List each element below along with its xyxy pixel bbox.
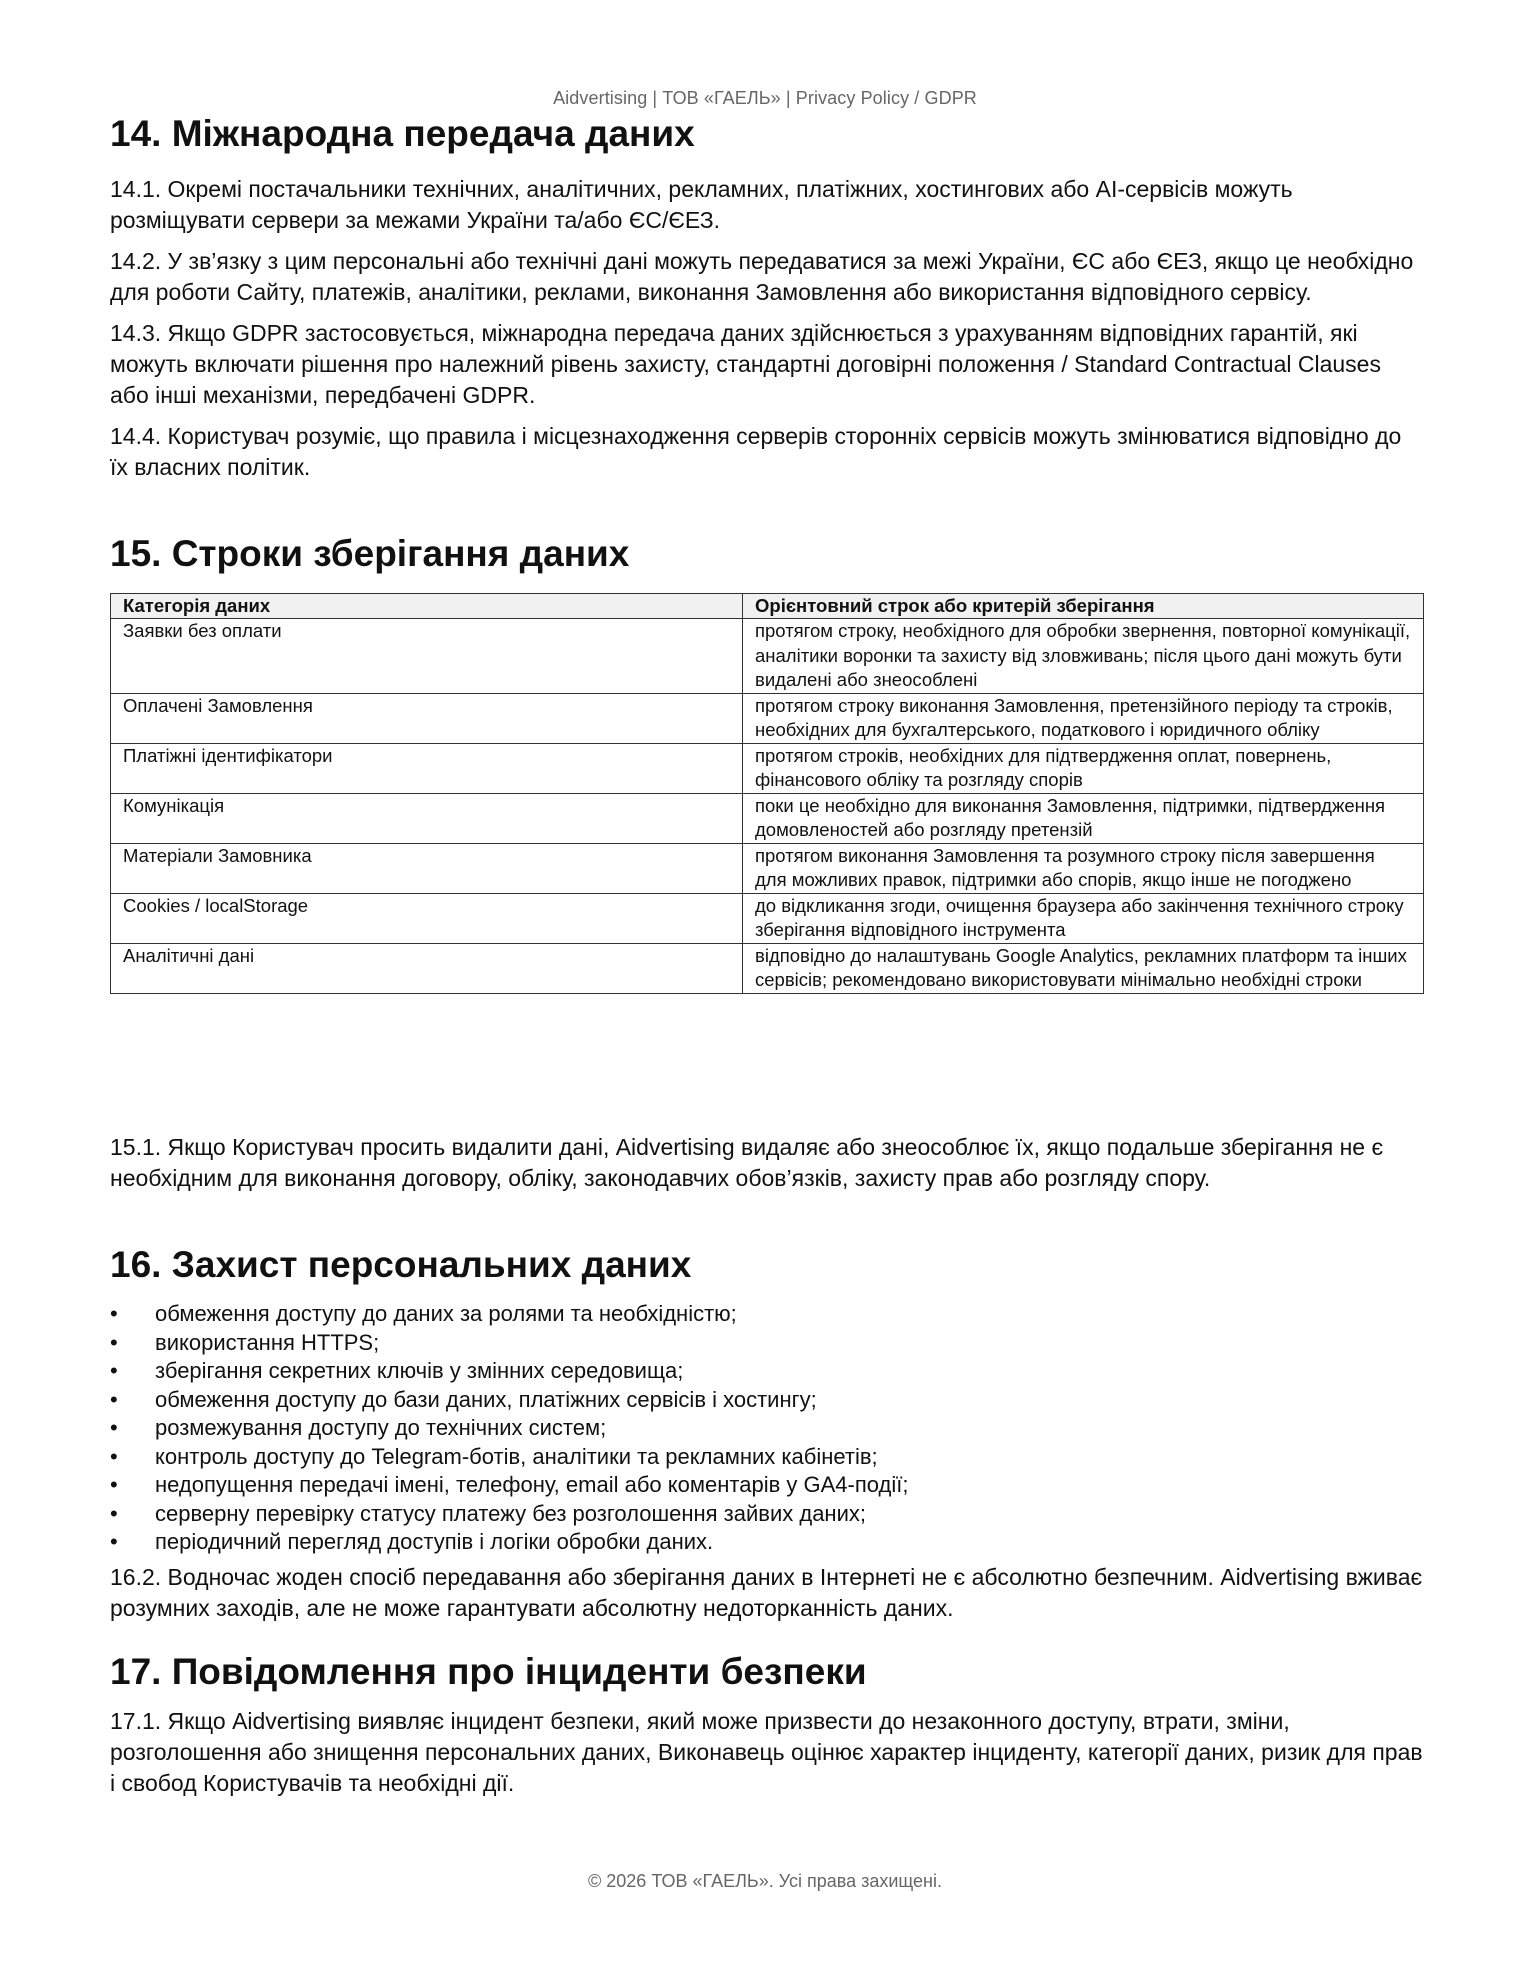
section-16	[110, 1243, 1424, 1624]
table-header-row	[111, 594, 1424, 619]
bullet-icon: •	[110, 1472, 118, 1497]
cell-term: протягом строків, необхідних для підтвердження оплат, повернень, фінансового обліку та розгляду спорів	[743, 743, 1424, 793]
section-15	[110, 532, 1424, 994]
list-item	[110, 1357, 1424, 1386]
section-17	[110, 1650, 1424, 1799]
cell-category: Платіжні ідентифікатори	[111, 743, 743, 793]
cell-category: Заявки без оплати	[111, 619, 743, 694]
cell-category: Cookies / localStorage	[111, 893, 743, 943]
table-row	[111, 943, 1424, 993]
paragraph-14-3: 14.3. Якщо GDPR застосовується, міжнародна передача даних здійснюється з урахуванням відповідних гарантій, які можуть включати рішення про належний рівень захисту, стандартні договірні положення / Standard Contractual Clauses або інші механізми, передбачені GDPR.	[110, 320, 1381, 408]
cell-term: протягом виконання Замовлення та розумного строку після завершення для можливих правок, підтримки або спорів, якщо інше не погоджено	[743, 843, 1424, 893]
cell-category: Аналітичні дані	[111, 943, 743, 993]
running-header: Aidvertising | ТОВ «ГАЕЛЬ» | Privacy Policy / GDPR	[553, 88, 977, 108]
paragraph-16-2: 16.2. Водночас жоден спосіб передавання або зберігання даних в Інтернеті не є абсолютно безпечним. Aidvertising вживає розумних заходів, але не може гарантувати абсолютну недоторканність даних.	[110, 1563, 1423, 1621]
bullet-icon: •	[110, 1386, 118, 1412]
table-row	[111, 893, 1424, 943]
list-item-text: серверну перевірку статусу платежу без розголошення зайвих даних;	[155, 1500, 866, 1526]
list-item-text: розмежування доступу до технічних систем;	[155, 1415, 607, 1440]
cell-term: протягом строку, необхідного для обробки звернення, повторної комунікації, аналітики воронки та захисту від зловживань; після цього дані можуть бути видалені або знеособлені	[743, 619, 1424, 694]
list-item-text: недопущення передачі імені, телефону, email або коментарів у GA4-події;	[155, 1472, 909, 1497]
table-row	[111, 793, 1424, 843]
list-item-text: використання HTTPS;	[155, 1329, 380, 1355]
table-row	[111, 693, 1424, 743]
section-14	[110, 112, 1424, 493]
section-17-title: 17. Повідомлення про інциденти безпеки	[110, 1651, 867, 1692]
bullet-icon: •	[110, 1443, 118, 1469]
table-row	[111, 619, 1424, 694]
bullet-icon: •	[110, 1301, 118, 1326]
cell-term: поки це необхідно для виконання Замовлення, підтримки, підтвердження домовленостей або розгляду претензій	[743, 793, 1424, 843]
retention-table	[110, 593, 1424, 994]
paragraph-15-1: 15.1. Якщо Користувач просить видалити дані, Aidvertising видаляє або знеособлює їх, якщо подальше зберігання не є необхідним для виконання договору, обліку, законодавчих обов’язків, захисту прав або розгляду спору.	[110, 1134, 1384, 1191]
cell-category: Матеріали Замовника	[111, 843, 743, 893]
list-item-text: обмеження доступу до даних за ролями та необхідністю;	[155, 1301, 737, 1326]
security-measures-list	[110, 1300, 1424, 1557]
bullet-icon: •	[110, 1500, 118, 1526]
bullet-icon: •	[110, 1529, 118, 1554]
bullet-icon: •	[110, 1329, 118, 1355]
section-16-title: 16. Захист персональних даних	[110, 1244, 692, 1285]
list-item	[110, 1386, 1424, 1415]
cell-term: до відкликання згоди, очищення браузера або закінчення технічного строку зберігання відповідного інструмента	[743, 893, 1424, 943]
list-item-text: періодичний перегляд доступів і логіки обробки даних.	[155, 1529, 714, 1554]
bullet-icon: •	[110, 1415, 118, 1440]
list-item	[110, 1443, 1424, 1472]
list-item	[110, 1471, 1424, 1500]
paragraph-17-1: 17.1. Якщо Aidvertising виявляє інцидент безпеки, який може призвести до незаконного доступу, втрати, зміни, розголошення або знищення персональних даних, Виконавець оцінює характер інциденту, категорії даних, ризик для прав і свобод Користувачів та необхідні дії.	[110, 1708, 1423, 1796]
list-item-text: обмеження доступу до бази даних, платіжних сервісів і хостингу;	[155, 1386, 817, 1412]
column-header-category: Категорія даних	[111, 594, 743, 619]
running-footer: © 2026 ТОВ «ГАЕЛЬ». Усі права захищені.	[588, 1871, 942, 1891]
list-item	[110, 1329, 1424, 1358]
cell-category: Оплачені Замовлення	[111, 693, 743, 743]
column-header-term: Орієнтовний строк або критерій зберігання	[743, 594, 1424, 619]
paragraph-14-2: 14.2. У зв’язку з цим персональні або технічні дані можуть передаватися за межі України, ЄС або ЄЕЗ, якщо це необхідно для роботи Сайту, платежів, аналітики, реклами, виконання Замовлення або використання відповідного сервісу.	[110, 248, 1414, 305]
table-row	[111, 743, 1424, 793]
paragraph-14-4: 14.4. Користувач розуміє, що правила і місцезнаходження серверів сторонніх сервісів можуть змінюватися відповідно до їх власних політик.	[110, 423, 1402, 480]
cell-term: протягом строку виконання Замовлення, претензійного періоду та строків, необхідних для бухгалтерського, податкового і юридичного обліку	[743, 693, 1424, 743]
bullet-icon: •	[110, 1358, 118, 1383]
table-row	[111, 843, 1424, 893]
list-item	[110, 1500, 1424, 1529]
cell-category: Комунікація	[111, 793, 743, 843]
list-item	[110, 1414, 1424, 1443]
paragraph-14-1: 14.1. Окремі постачальники технічних, аналітичних, рекламних, платіжних, хостингових або AI-сервісів можуть розміщувати сервери за межами України та/або ЄС/ЄЕЗ.	[110, 176, 1293, 233]
list-item	[110, 1300, 1424, 1329]
list-item-text: контроль доступу до Telegram-ботів, аналітики та рекламних кабінетів;	[155, 1443, 878, 1469]
list-item-text: зберігання секретних ключів у змінних середовища;	[155, 1358, 684, 1383]
section-14-title: 14. Міжнародна передача даних	[110, 113, 695, 154]
cell-term: відповідно до налаштувань Google Analytics, рекламних платформ та інших сервісів; рекомендовано використовувати мінімально необхідні строки	[743, 943, 1424, 993]
list-item	[110, 1528, 1424, 1557]
section-15-title: 15. Строки зберігання даних	[110, 533, 630, 574]
